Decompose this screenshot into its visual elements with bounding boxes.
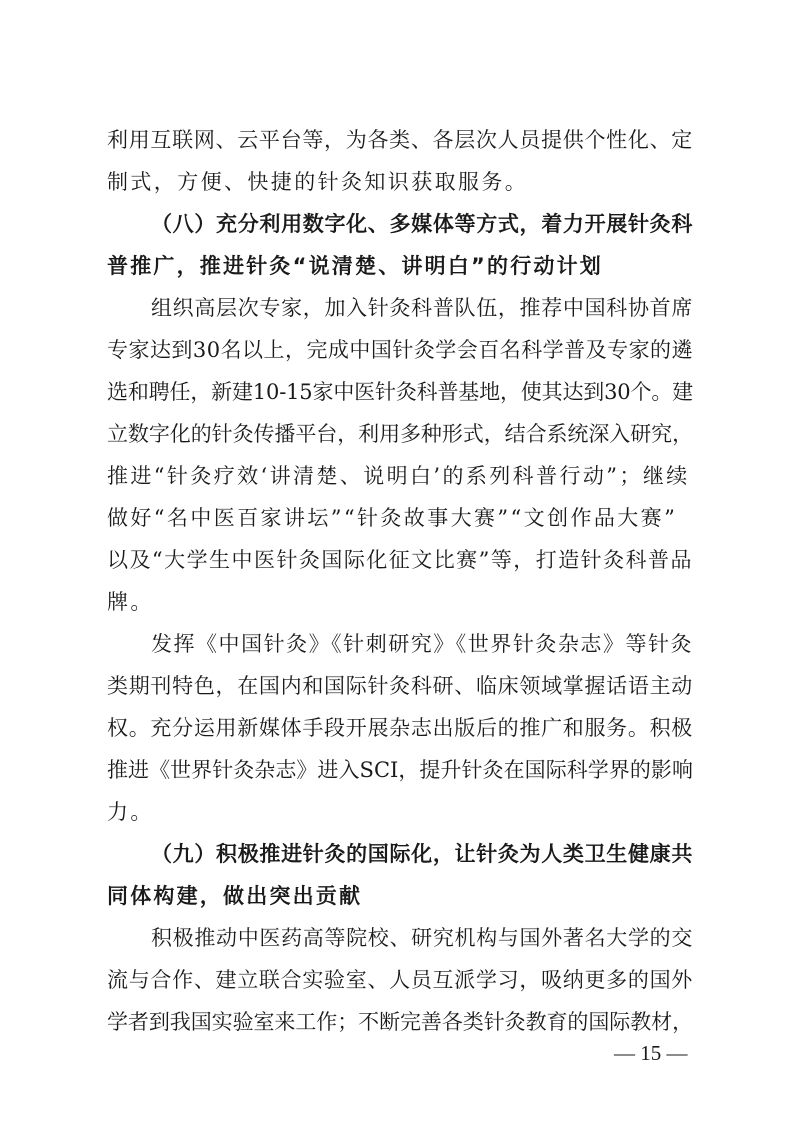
body-text-line: 推进“针灸疗效‘讲清楚、说明白’的系列科普行动”；继续 xyxy=(107,464,690,488)
body-text-line: 以及“大学生中医针灸国际化征文比赛”等，打造针灸科普品 xyxy=(107,548,693,572)
section-heading-8: （八）充分利用数字化、多媒体等方式，着力开展针灸科 xyxy=(151,212,693,236)
body-text-line: 推进《世界针灸杂志》进入SCI，提升针灸在国际科学界的影响 xyxy=(107,758,693,782)
body-text-line: 类期刊特色，在国内和国际针灸科研、临床领域掌握话语主动 xyxy=(107,674,693,698)
section-heading-8: 普推广，推进针灸“说清楚、讲明白”的行动计划 xyxy=(107,254,604,278)
page-number: — 15 — xyxy=(614,1041,688,1065)
body-text-line: 制式，方便、快捷的针灸知识获取服务。 xyxy=(107,170,529,194)
body-text-line: 专家达到30名以上，完成中国针灸学会百名科学普及专家的遴 xyxy=(107,338,693,362)
section-heading-9: 同体构建，做出突出贡献 xyxy=(107,884,363,908)
body-text-line: 组织高层次专家，加入针灸科普队伍，推荐中国科协首席 xyxy=(151,296,693,320)
body-text-line: 力。 xyxy=(107,800,154,824)
body-text-line: 利用互联网、云平台等，为各类、各层次人员提供个性化、定 xyxy=(107,128,693,152)
body-text-line: 流与合作、建立联合实验室、人员互派学习，吸纳更多的国外 xyxy=(107,968,693,992)
section-heading-9: （九）积极推进针灸的国际化，让针灸为人类卫生健康共 xyxy=(151,842,693,866)
body-text-line: 牌。 xyxy=(107,590,154,614)
body-text-line: 做好“名中医百家讲坛”“针灸故事大赛”“文创作品大赛” xyxy=(107,506,678,530)
body-text-line: 立数字化的针灸传播平台，利用多种形式，结合系统深入研究， xyxy=(107,422,693,446)
body-text-line: 学者到我国实验室来工作；不断完善各类针灸教育的国际教材， xyxy=(107,1010,693,1034)
body-text-line: 权。充分运用新媒体手段开展杂志出版后的推广和服务。积极 xyxy=(107,716,693,740)
body-text-line: 积极推动中医药高等院校、研究机构与国外著名大学的交 xyxy=(151,926,693,950)
body-text-line: 发挥《中国针灸》《针刺研究》《世界针灸杂志》等针灸 xyxy=(151,632,693,656)
body-text-line: 选和聘任，新建10-15家中医针灸科普基地，使其达到30个。建 xyxy=(107,380,693,404)
